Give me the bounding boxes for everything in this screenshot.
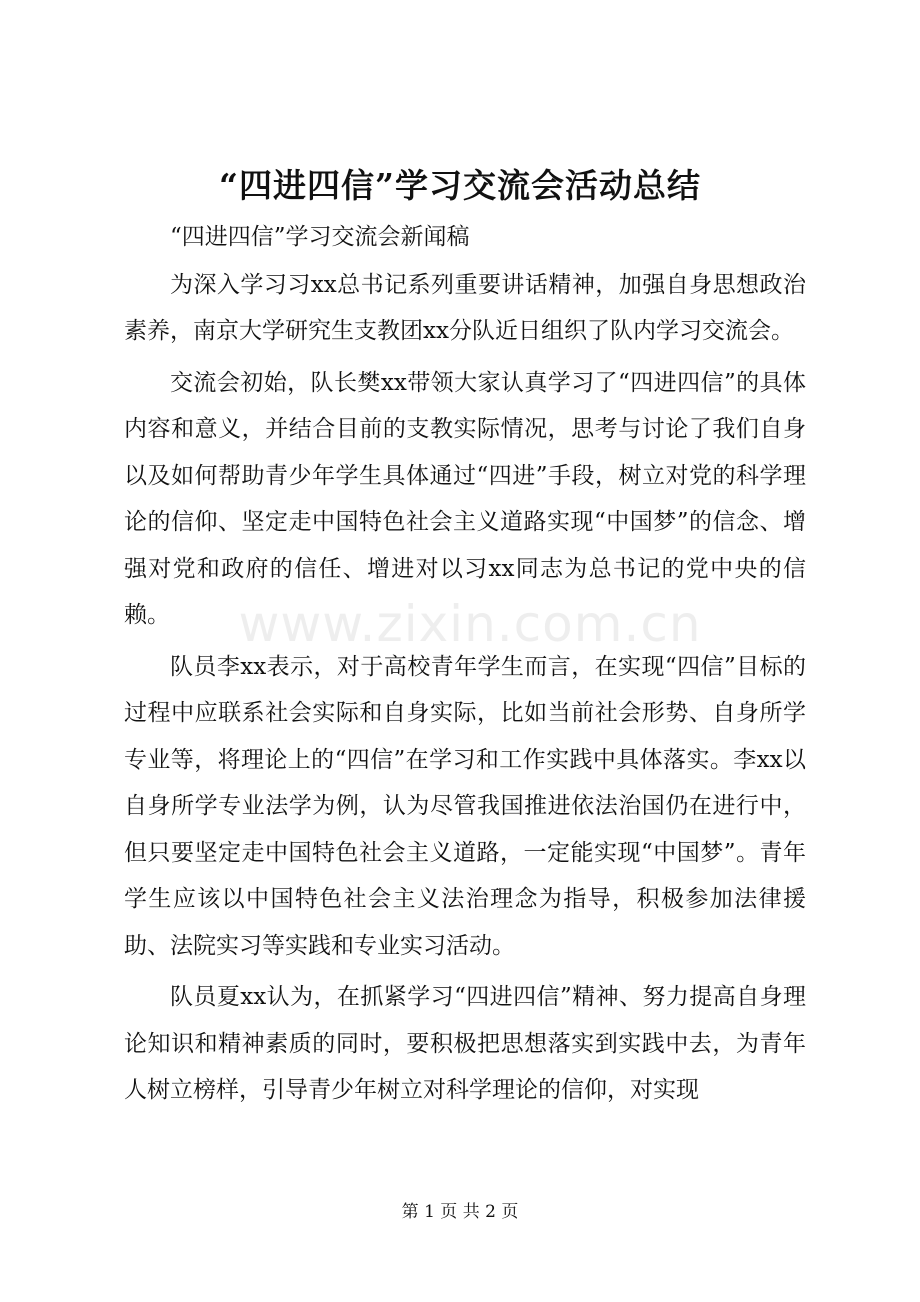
document-body	[124, 214, 806, 1114]
document-subtitle: “四进四信”学习交流会新闻稿	[170, 224, 470, 250]
paragraph-3: 队员李xx表示，对于高校青年学生而言，在实现“四信”目标的过程中应联系社会实际和自身实际，比如当前社会形势、自身所学专业等，将理论上的“四信”在学习和工作实践中具体落实。李xx以自身所学专业法学为例，认为尽管我国推进依法治国仍在进行中，但只要坚定走中国特色社会主义道路，一定能实现“中国梦”。青年学生应该以中国特色社会主义法治理念为指导，积极参加法律援助、法院实习等实践和专业实习活动。	[124, 653, 806, 959]
paragraph-1: 为深入学习习xx总书记系列重要讲话精神，加强自身思想政治素养，南京大学研究生支教团xx分队近日组织了队内学习交流会。	[124, 271, 806, 344]
paragraph-2: 交流会初始，队长樊xx带领大家认真学习了“四进四信”的具体内容和意义，并结合目前的支教实际情况，思考与讨论了我们自身以及如何帮助青少年学生具体通过“四进”手段，树立对党的科学理论的信仰、坚定走中国特色社会主义道路实现“中国梦”的信念、增强对党和政府的信任、增进对以习xx同志为总书记的党中央的信赖。	[124, 369, 806, 628]
paragraph-4: 队员夏xx认为，在抓紧学习“四进四信”精神、努力提高自身理论知识和精神素质的同时，要积极把思想落实到实践中去，为青年人树立榜样，引导青少年树立对科学理论的信仰，对实现	[124, 984, 806, 1103]
page-footer: 第 1 页 共 2 页	[401, 1202, 519, 1222]
document-title: “四进四信”学习交流会活动总结	[219, 166, 701, 205]
watermark: www.zixin.com.cn	[238, 595, 702, 653]
